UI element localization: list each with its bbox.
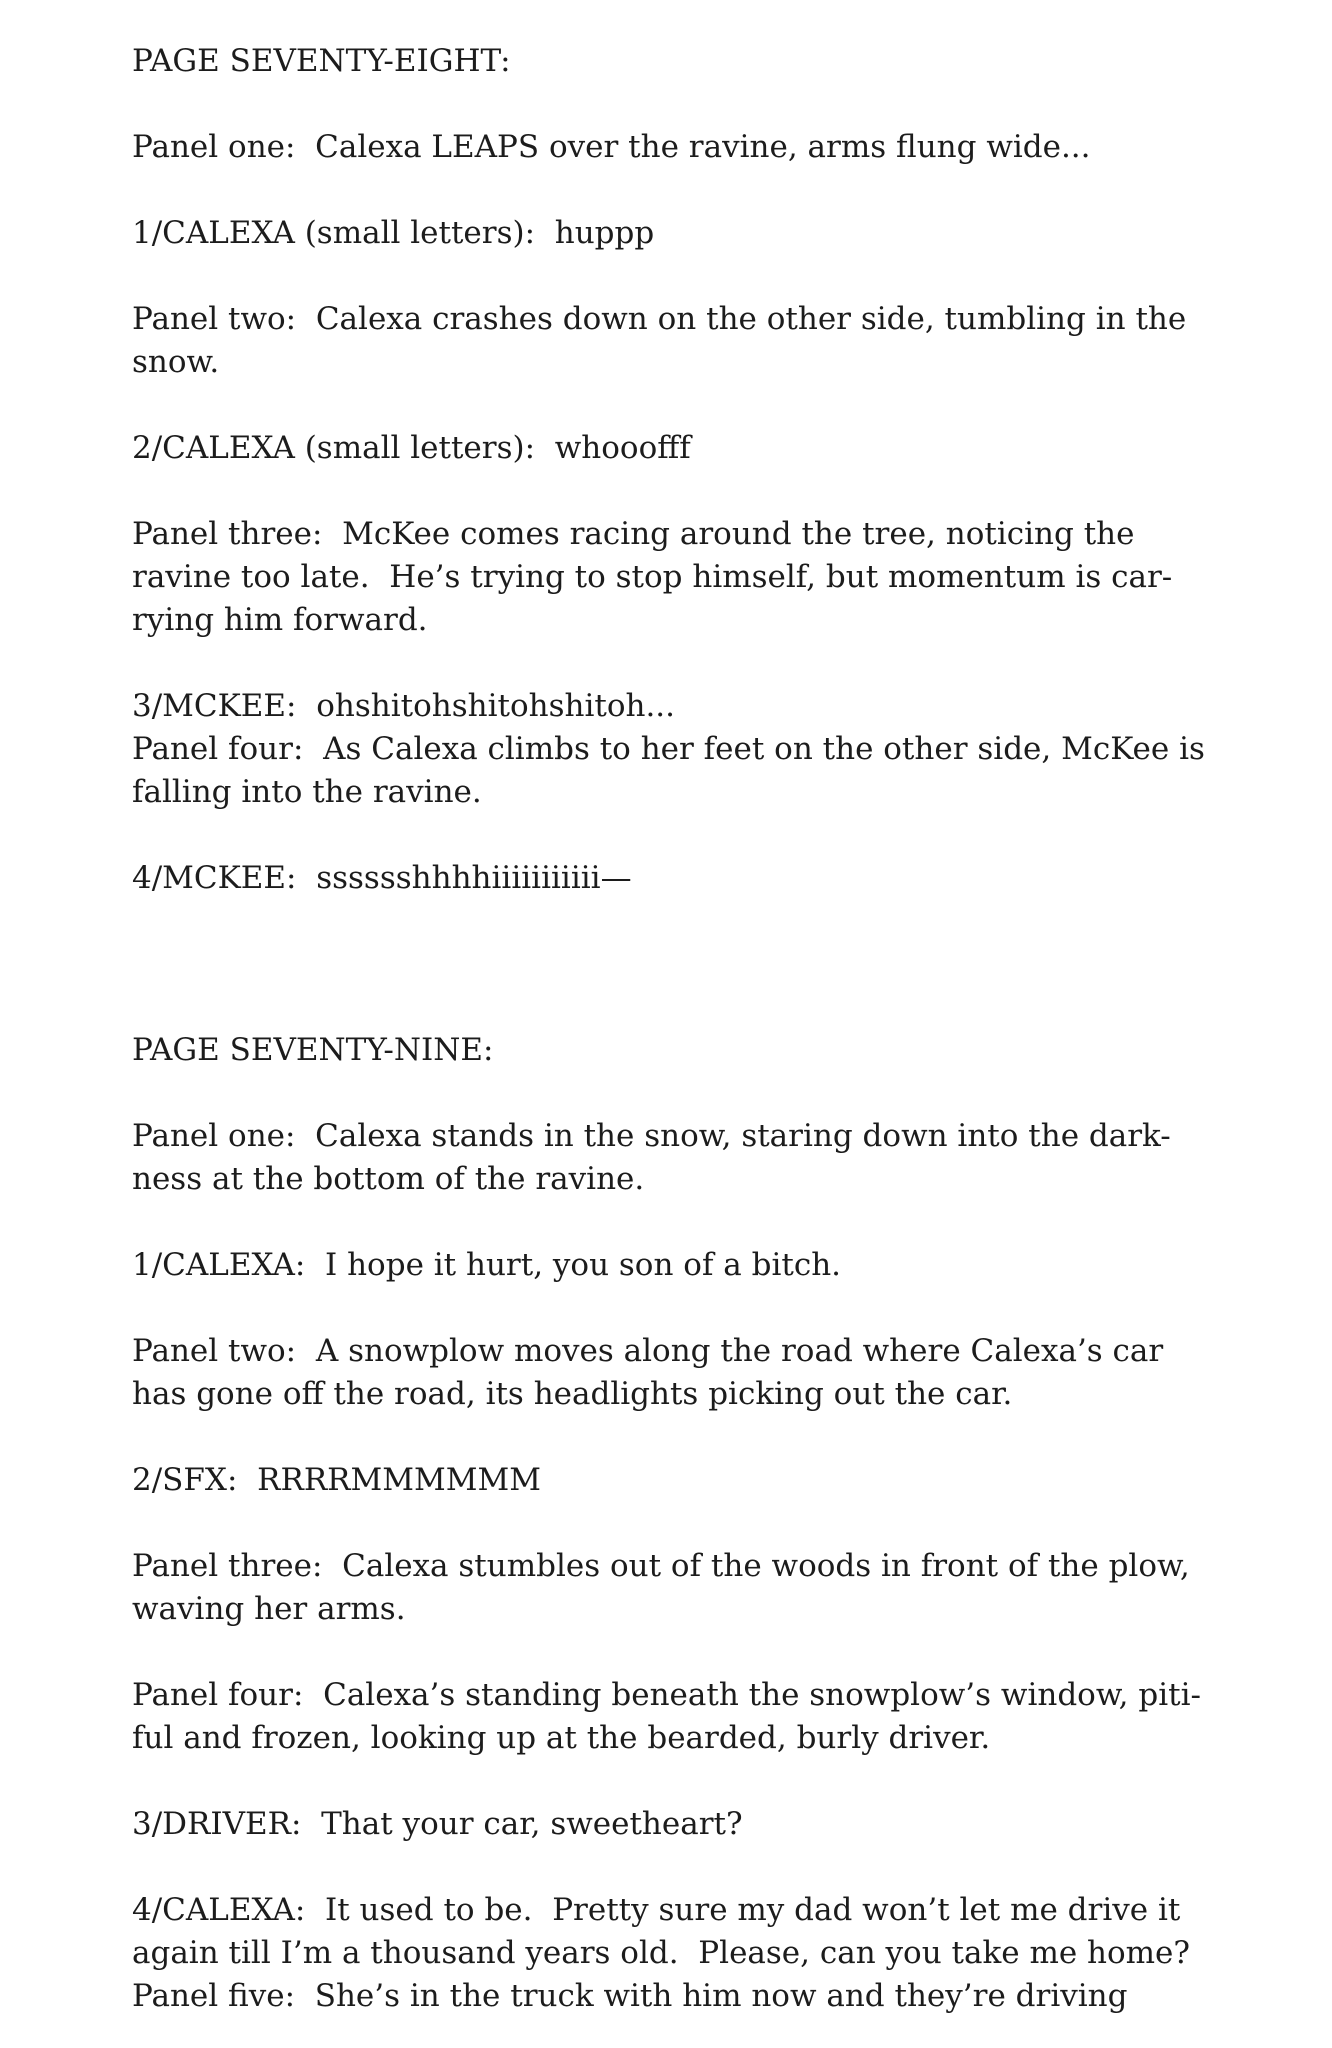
page-79-line-1: 1/CALEXA: I hope it hurt, you son of a bitch. bbox=[132, 1247, 842, 1283]
page-78-panel-one: Panel one: Calexa LEAPS over the ravine, arms flung wide... bbox=[132, 129, 1091, 165]
page-79-panel-one: Panel one: Calexa stands in the snow, staring down into the dark- ness at the bottom of the ravine. bbox=[132, 1118, 1171, 1197]
page-79-panel-two: Panel two: A snowplow moves along the road where Calexa’s car has gone off the road, its headlights picking out the car. bbox=[132, 1333, 1164, 1412]
page-79-line-2: 2/SFX: RRRRMMMMMM bbox=[132, 1462, 541, 1498]
page-78-line-2: 2/CALEXA (small letters): whooofff bbox=[132, 430, 691, 466]
page-79-heading: PAGE SEVENTY-NINE: bbox=[132, 1032, 494, 1068]
page-78-panel-three: Panel three: McKee comes racing around the tree, noticing the ravine too late. He’s trying to stop himself, but momentum is car- rying him forward. bbox=[132, 516, 1173, 638]
page-78-panel-four: Panel four: As Calexa climbs to her feet on the other side, McKee is falling into the ravine. bbox=[132, 731, 1205, 810]
page-79-line-3: 3/DRIVER: That your car, sweetheart? bbox=[132, 1806, 743, 1842]
page-79-line-4: 4/CALEXA: It used to be. Pretty sure my dad won’t let me drive it again till I’m a thousand years old. Please, can you take me home? bbox=[132, 1892, 1191, 1971]
page-79-panel-four: Panel four: Calexa’s standing beneath the snowplow’s window, piti- ful and frozen, looking up at the bearded, burly driver. bbox=[132, 1677, 1202, 1756]
page-78-line-4: 4/MCKEE: sssssshhhhiiiiiiiiiii— bbox=[132, 860, 632, 896]
script-page bbox=[132, 40, 1282, 2018]
page-78-heading: PAGE SEVENTY-EIGHT: bbox=[132, 43, 511, 79]
page-78-line-3: 3/MCKEE: ohshitohshitohshitoh... bbox=[132, 688, 676, 724]
page-79-panel-three: Panel three: Calexa stumbles out of the woods in front of the plow, waving her arms. bbox=[132, 1548, 1190, 1627]
page-78-panel-two: Panel two: Calexa crashes down on the other side, tumbling in the snow. bbox=[132, 301, 1187, 380]
page-79-panel-five: Panel five: She’s in the truck with him now and they’re driving bbox=[132, 1978, 1128, 2014]
page-78-line-1: 1/CALEXA (small letters): huppp bbox=[132, 215, 655, 251]
